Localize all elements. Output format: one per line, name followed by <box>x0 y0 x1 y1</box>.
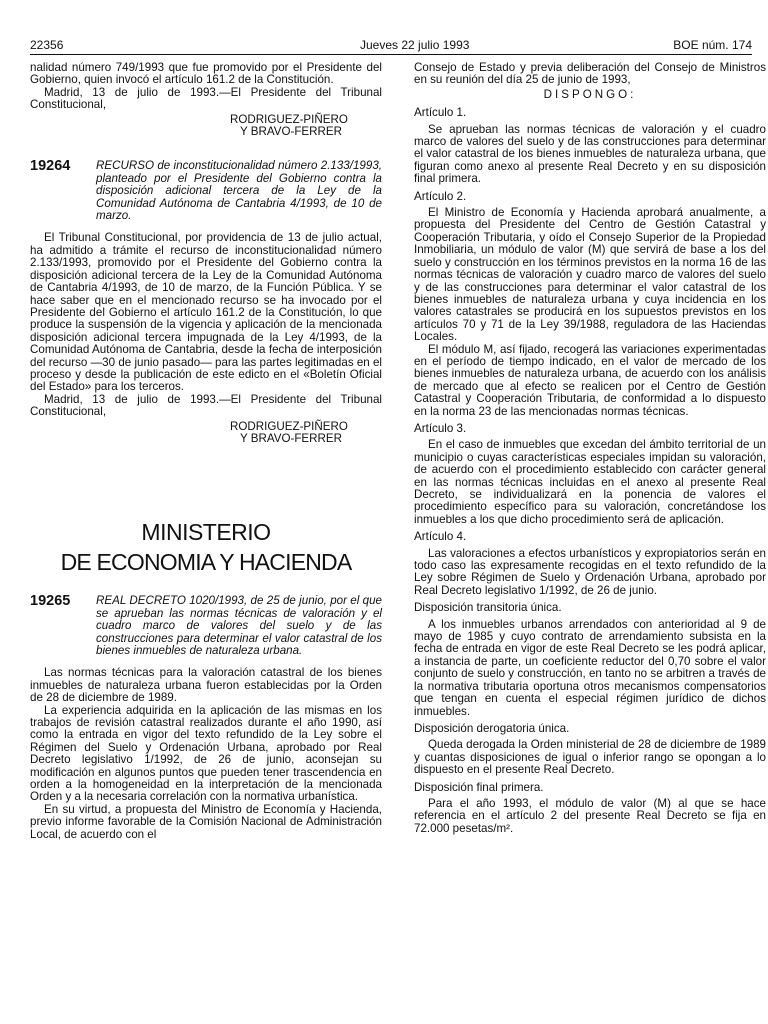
ministry-heading <box>30 517 382 577</box>
provision-text: Para el año 1993, el módulo de valor (M) al que se hace referencia en el artículo 2 del presente Real Decreto se fija en 72.000 pesetas/m². <box>414 796 766 835</box>
provision-title: Disposición final primera. <box>414 780 544 794</box>
entry-title: RECURSO de inconstitucionalidad número 2.133/1993, planteado por el Presidente del Gobierno contra la disposición adicional tercera de la Ley de la Comunidad Autónoma de Cantabria 4/1993, de 10 de marzo. <box>96 159 382 223</box>
entry-19265-heading <box>30 595 382 657</box>
provision-title: Disposición derogatoria única. <box>414 721 570 735</box>
signature-line: RODRIGUEZ-PIÑERO <box>230 419 348 433</box>
page-number: 22356 <box>30 38 64 52</box>
article-title: Artículo 2. <box>414 189 467 203</box>
preamble-paragraph: Las normas técnicas para la valoración catastral de los bienes inmuebles de naturaleza urbana fueron establecidas por la Orden de 28 de diciembre de 1989. <box>30 666 382 705</box>
signature <box>230 421 382 446</box>
page-header <box>30 38 752 55</box>
article-title: Artículo 3. <box>414 421 467 435</box>
preamble-paragraph: En su virtud, a propuesta del Ministro de Economía y Hacienda, previo informe favorable de la Comisión Nacional de Administración Local, de acuerdo con el <box>30 802 382 841</box>
article-title: Artículo 4. <box>414 530 467 544</box>
entry-title: REAL DECRETO 1020/1993, de 25 de junio, por el que se aprueban las normas técnicas de valoración y el cuadro marco de valores del suelo y de las construcciones para determinar el valor catastral de los bienes inmuebles de naturaleza urbana. <box>96 594 382 657</box>
entry-number: 19264 <box>30 158 71 175</box>
place-date: Madrid, 13 de julio de 1993.—El Presidente del Tribunal Constitucional, <box>30 85 382 112</box>
ministry-line: MINISTERIO <box>141 519 271 546</box>
right-column <box>414 62 766 835</box>
place-date: Madrid, 13 de julio de 1993.—El Presidente del Tribunal Constitucional, <box>30 392 382 419</box>
provision-title: Disposición transitoria única. <box>414 601 562 615</box>
provision-text: Queda derogada la Orden ministerial de 28 de diciembre de 1989 y cuantas disposiciones de igual o inferior rango se opongan a lo dispuesto en el presente Real Decreto. <box>414 738 766 777</box>
entry-19264-heading <box>30 160 382 222</box>
article-text: Las valoraciones a efectos urbanísticos y expropiatorios serán en todo caso las expresamente recogidas en el texto refundido de la Ley sobre Régimen de Suelo y Ordenación Urbana, aprobado por Real Decreto legislativo 1/1992, de 26 de junio. <box>414 546 766 597</box>
preamble-paragraph: La experiencia adquirida en la aplicación de las mismas en los trabajos de revisión catastral realizados durante el año 1990, así como la entrada en vigor del texto refundido de la Ley sobre el Régimen del Suelo y Ordenación Urbana, aprobado por Real Decreto legislativo 1/1992, de 26 de junio, aconsejan su modificación en algunos puntos que pueden tener trascendencia en orden a la homogeneidad en la interpretación de la mencionada Orden y a la necesaria correlación con la normativa urbanística. <box>30 703 382 804</box>
article-text: El Ministro de Economía y Hacienda aprobará anualmente, a propuesta del Presidente del Centro de Gestión Catastral y Cooperación Tributaria, y oído el Consejo Superior de la Propiedad Inmobiliaria, un módulo de valor (M) que servirá de base a los del suelo y construcción en los términos previstos en la norma 16 de las normas técnicas de valoración y cuadro marco de valores del suelo y de las construcciones para determinar el valor catastral de los bienes inmuebles de naturaleza urbana y cuya incidencia en los valores catastrales se producirá en los supuestos previstos en los artículos 70 y 71 de la Ley 39/1988, reguladora de las Haciendas Locales. <box>414 206 766 344</box>
issue-date: Jueves 22 julio 1993 <box>360 38 470 52</box>
signature-line: Y BRAVO-FERRER <box>240 431 342 445</box>
signature <box>230 114 382 139</box>
publication-number: BOE núm. 174 <box>673 38 752 52</box>
signature-line: Y BRAVO-FERRER <box>240 125 342 139</box>
article-text: Se aprueban las normas técnicas de valoración y el cuadro marco de valores del suelo y de las construcciones para determinar el valor catastral de los bienes inmuebles de naturaleza urbana, que figuran como anexo al presente Real Decreto y en su disposición final primera. <box>414 122 766 186</box>
entry-number: 19265 <box>30 593 71 610</box>
article-text: En el caso de inmuebles que excedan del ámbito territorial de un municipio o cuyas características especiales impidan su valoración, de acuerdo con el procedimiento establecido con carácter general en las normas técnicas incluidas en el anexo al presente Real Decreto, se individualizará en la ponencia de valores el procedimiento específico para su valoración, concretándose los inmuebles a los que dicho procedimiento será de aplicación. <box>414 438 766 526</box>
left-column <box>30 62 382 841</box>
provision-text: A los inmuebles urbanos arrendados con anterioridad al 9 de mayo de 1985 y cuyo contrato de arrendamiento subsista en la fecha de entrada en vigor de este Real Decreto se les podrá aplicar, a instancia de parte, un coeficiente reductor del 0,70 sobre el valor conjunto de suelo y construcción, en tanto no se arbitren a través de la normativa tributaria oportuna otros mecanismos compensatorios que tengan en cuenta el especial régimen jurídico de dichos inmuebles. <box>414 617 766 718</box>
entry-body: El Tribunal Constitucional, por providencia de 13 de julio actual, ha admitido a trámite el recurso de inconstitucionalidad número 2.133/1993, promovido por el Presidente del Gobierno contra la disposición adicional tercera de la Ley de la Comunidad Autónoma de Cantabria 4/1993, de 10 de marzo, de la Función Pública. Y se hace saber que en el mencionado recurso se ha invocado por el Presidente del Gobierno el artículo 161.2 de la Constitución, lo que produce la suspensión de la vigencia y aplicación de la mencionada disposición adicional tercera impugnada de la Ley 4/1993, de la Comunidad Autónoma de Cantabria, desde la fecha de interposición del recurso —30 de junio pasado— para las partes legitimadas en el proceso y desde la publicación de este edicto en el «Boletín Oficial del Estado» para los terceros. <box>30 231 382 394</box>
ministry-line: DE ECONOMIA Y HACIENDA <box>60 549 352 576</box>
intro-continuation: nalidad número 749/1993 que fue promovido por el Presidente del Gobierno, quien invocó el artículo 161.2 de la Constitución. <box>30 61 382 87</box>
intro-continuation: Consejo de Estado y previa deliberación del Consejo de Ministros en su reunión del día 25 de junio de 1993, <box>414 61 766 87</box>
article-text: El módulo M, así fijado, recogerá las variaciones experimentadas en el período de tiempo indicado, en el valor de mercado de los bienes inmuebles de naturaleza urbana, de acuerdo con los análisis de mercado que al efecto se realicen por el Centro de Gestión Catastral y Cooperación Tributaria, de conformidad a lo dispuesto en la norma 23 de las mencionadas normas técnicas. <box>414 342 766 418</box>
article-title: Artículo 1. <box>414 106 467 120</box>
dispongo-heading: DISPONGO: <box>543 87 637 101</box>
signature-line: RODRIGUEZ-PIÑERO <box>230 112 348 126</box>
